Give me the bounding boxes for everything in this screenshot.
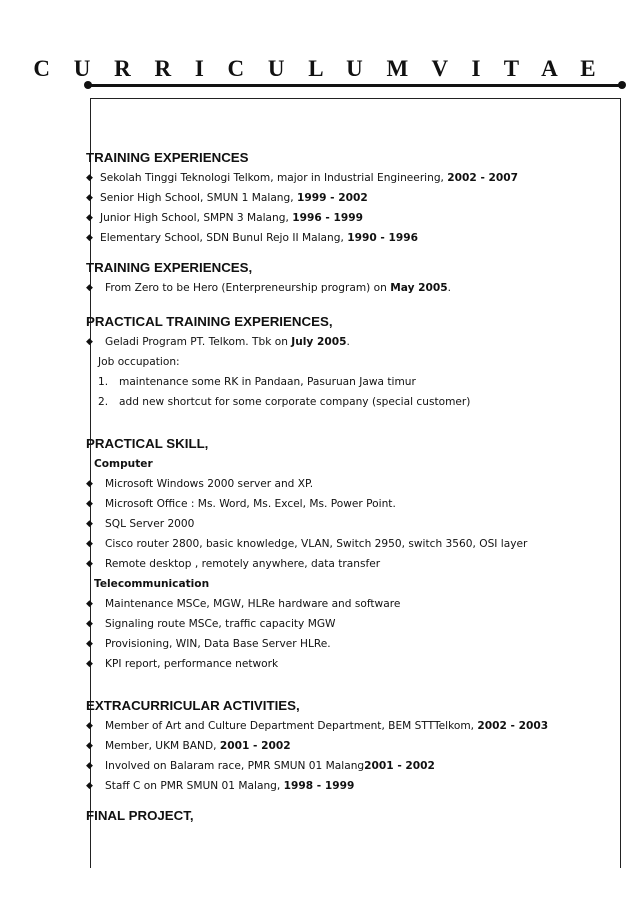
- diamond-bullet-icon: ◆: [86, 559, 93, 569]
- list-item: ◆ KPI report, performance network: [86, 654, 631, 674]
- list-item: ◆ From Zero to be Hero (Enterpreneurship program) on May 2005.: [86, 278, 631, 298]
- diamond-bullet-icon: ◆: [86, 539, 93, 549]
- diamond-bullet-icon: ◆: [86, 519, 93, 529]
- diamond-bullet-icon: ◆: [86, 499, 93, 509]
- diamond-bullet-icon: ◆: [86, 781, 93, 791]
- subheading-computer: Computer: [94, 458, 153, 470]
- title-rule: [88, 84, 623, 87]
- list-item: ◆ Member, UKM BAND, 2001 - 2002: [86, 736, 631, 756]
- list-item: ◆ Signaling route MSCe, traffic capacity MGW: [86, 614, 631, 634]
- section-heading-training-2: TRAINING EXPERIENCES,: [86, 260, 253, 275]
- diamond-bullet-icon: ◆: [86, 479, 93, 489]
- list-item: ◆ Junior High School, SMPN 3 Malang, 1996 - 1999: [86, 208, 631, 228]
- diamond-bullet-icon: ◆: [86, 619, 93, 629]
- list-item: ◆ Staff C on PMR SMUN 01 Malang, 1998 - 1999: [86, 776, 631, 796]
- diamond-bullet-icon: ◆: [86, 599, 93, 609]
- diamond-bullet-icon: ◆: [86, 213, 93, 223]
- diamond-bullet-icon: ◆: [86, 721, 93, 731]
- section-heading-extracurricular: EXTRACURRICULAR ACTIVITIES,: [86, 698, 300, 713]
- list-item: ◆ Involved on Balaram race, PMR SMUN 01 Malang2001 - 2002: [86, 756, 631, 776]
- diamond-bullet-icon: ◆: [86, 741, 93, 751]
- section-heading-training: TRAINING EXPERIENCES: [86, 150, 249, 165]
- cv-content: [86, 148, 631, 826]
- list-item: ◆ Provisioning, WIN, Data Base Server HLRe.: [86, 634, 631, 654]
- list-item: ◆ Remote desktop , remotely anywhere, data transfer: [86, 554, 631, 574]
- diamond-bullet-icon: ◆: [86, 761, 93, 771]
- diamond-bullet-icon: ◆: [86, 233, 93, 243]
- list-item: ◆ Maintenance MSCe, MGW, HLRe hardware and software: [86, 594, 631, 614]
- diamond-bullet-icon: ◆: [86, 659, 93, 669]
- list-item: ◆ Cisco router 2800, basic knowledge, VLAN, Switch 2950, switch 3560, OSI layer: [86, 534, 631, 554]
- list-item: ◆ Microsoft Windows 2000 server and XP.: [86, 474, 631, 494]
- numbered-item: 2. add new shortcut for some corporate company (special customer): [98, 396, 471, 408]
- list-item: ◆ Elementary School, SDN Bunul Rejo II Malang, 1990 - 1996: [86, 228, 631, 248]
- subheading-telecommunication: Telecommunication: [94, 578, 210, 590]
- list-item: ◆ Sekolah Tinggi Teknologi Telkom, major in Industrial Engineering, 2002 - 2007: [86, 168, 631, 188]
- list-item: ◆ Geladi Program PT. Telkom. Tbk on July 2005.: [86, 332, 631, 352]
- job-occupation-label: Job occupation:: [98, 356, 180, 368]
- list-item: ◆ SQL Server 2000: [86, 514, 631, 534]
- diamond-bullet-icon: ◆: [86, 283, 93, 293]
- list-item: ◆ Senior High School, SMUN 1 Malang, 1999 - 2002: [86, 188, 631, 208]
- section-heading-final-project: FINAL PROJECT,: [86, 808, 194, 823]
- diamond-bullet-icon: ◆: [86, 337, 93, 347]
- diamond-bullet-icon: ◆: [86, 639, 93, 649]
- rule-right-dot: [618, 81, 626, 89]
- numbered-item: 1. maintenance some RK in Pandaan, Pasuruan Jawa timur: [98, 376, 416, 388]
- page-title: C U R R I C U L U M V I T A E: [33, 56, 605, 81]
- section-heading-practical-training: PRACTICAL TRAINING EXPERIENCES,: [86, 314, 333, 329]
- diamond-bullet-icon: ◆: [86, 173, 93, 183]
- list-item: ◆ Member of Art and Culture Department Department, BEM STTTelkom, 2002 - 2003: [86, 716, 631, 736]
- diamond-bullet-icon: ◆: [86, 193, 93, 203]
- list-item: ◆ Microsoft Office : Ms. Word, Ms. Excel, Ms. Power Point.: [86, 494, 631, 514]
- section-heading-practical-skill: PRACTICAL SKILL,: [86, 436, 209, 451]
